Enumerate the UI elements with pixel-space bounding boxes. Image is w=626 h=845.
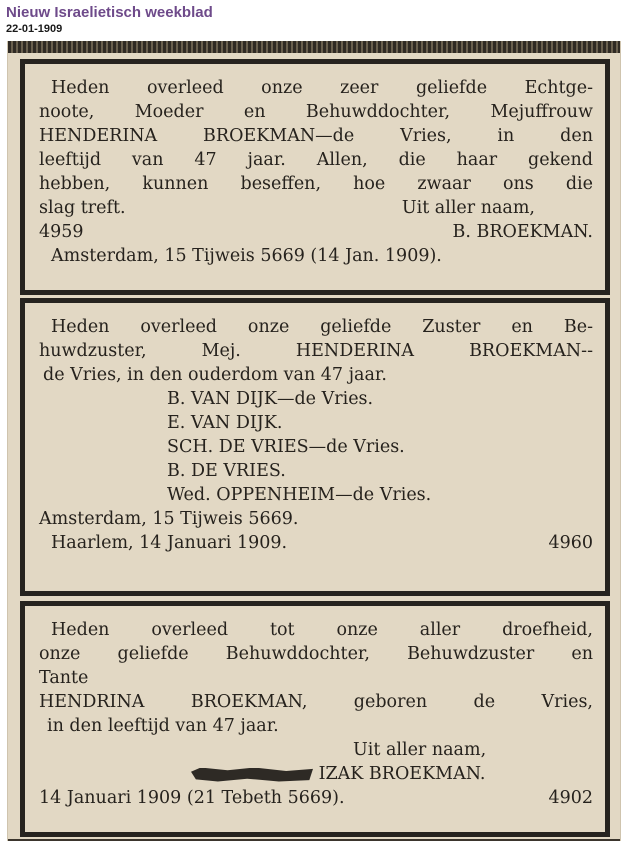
notice1-line: leeftijd van 47 jaar. Allen, die haar gekend bbox=[39, 150, 593, 170]
notice3-closing: Uit aller naam, bbox=[353, 740, 487, 760]
smudge-mark bbox=[191, 768, 313, 782]
notice3-line: Tante bbox=[39, 668, 89, 688]
notice3-line: in den leeftijd van 47 jaar. bbox=[47, 716, 279, 736]
publication-header bbox=[6, 4, 213, 36]
notice2-name: SCH. DE VRIES—de Vries. bbox=[167, 437, 405, 457]
notice1-ad-number: 4959 bbox=[39, 222, 84, 242]
notice2-ad-number: 4960 bbox=[548, 533, 593, 553]
notice3-signature: IZAK BROEKMAN. bbox=[318, 764, 486, 784]
notice1-line: HENDERINA BROEKMAN—de Vries, in den bbox=[39, 126, 593, 146]
publication-date: 22-01-1909 bbox=[6, 23, 63, 35]
notice3-line: HENDRINA BROEKMAN, geboren de Vries, bbox=[39, 692, 593, 712]
clipping-top-rule bbox=[8, 41, 620, 53]
notice2-name: Wed. OPPENHEIM—de Vries. bbox=[167, 485, 432, 505]
notice2-line: huwdzuster, Mej. HENDERINA BROEKMAN-- bbox=[39, 341, 593, 361]
notice1-line-end: slag treft. bbox=[39, 198, 126, 218]
notice1-closing: Uit aller naam, bbox=[401, 198, 535, 218]
death-notice-3 bbox=[20, 601, 610, 837]
notice2-place1: Amsterdam, 15 Tijweis 5669. bbox=[39, 509, 299, 529]
notice3-line: Heden overleed tot onze aller droefheid, bbox=[51, 620, 593, 640]
notice2-line: de Vries, in den ouderdom van 47 jaar. bbox=[43, 365, 387, 385]
notice2-name: B. VAN DIJK—de Vries. bbox=[167, 389, 374, 409]
notice2-name: E. VAN DIJK. bbox=[167, 413, 283, 433]
notice1-place-date: Amsterdam, 15 Tijweis 5669 (14 Jan. 1909). bbox=[51, 246, 442, 266]
notice1-line: hebben, kunnen beseffen, hoe zwaar ons die bbox=[39, 174, 593, 194]
notice2-line: Heden overleed onze geliefde Zuster en Be- bbox=[51, 317, 593, 337]
notice1-signature: B. BROEKMAN. bbox=[452, 222, 593, 242]
notice3-line: onze geliefde Behuwddochter, Behuwdzuster en bbox=[39, 644, 593, 664]
notice2-place2: Haarlem, 14 Januari 1909. bbox=[51, 533, 288, 553]
clipping-bottom-rule bbox=[8, 839, 620, 841]
death-notice-1 bbox=[20, 59, 610, 295]
notice1-line: noote, Moeder en Behuwddochter, Mejuffrouw bbox=[39, 102, 593, 122]
publication-title[interactable]: Nieuw Israelietisch weekblad bbox=[6, 4, 213, 21]
death-notice-2 bbox=[20, 298, 610, 596]
newspaper-clipping bbox=[7, 41, 621, 841]
notice3-date-line: 14 Januari 1909 (21 Tebeth 5669). bbox=[39, 788, 345, 808]
notice3-ad-number: 4902 bbox=[548, 788, 593, 808]
notice1-line: Heden overleed onze zeer geliefde Echtge- bbox=[51, 78, 593, 98]
notice2-name: B. DE VRIES. bbox=[167, 461, 286, 481]
